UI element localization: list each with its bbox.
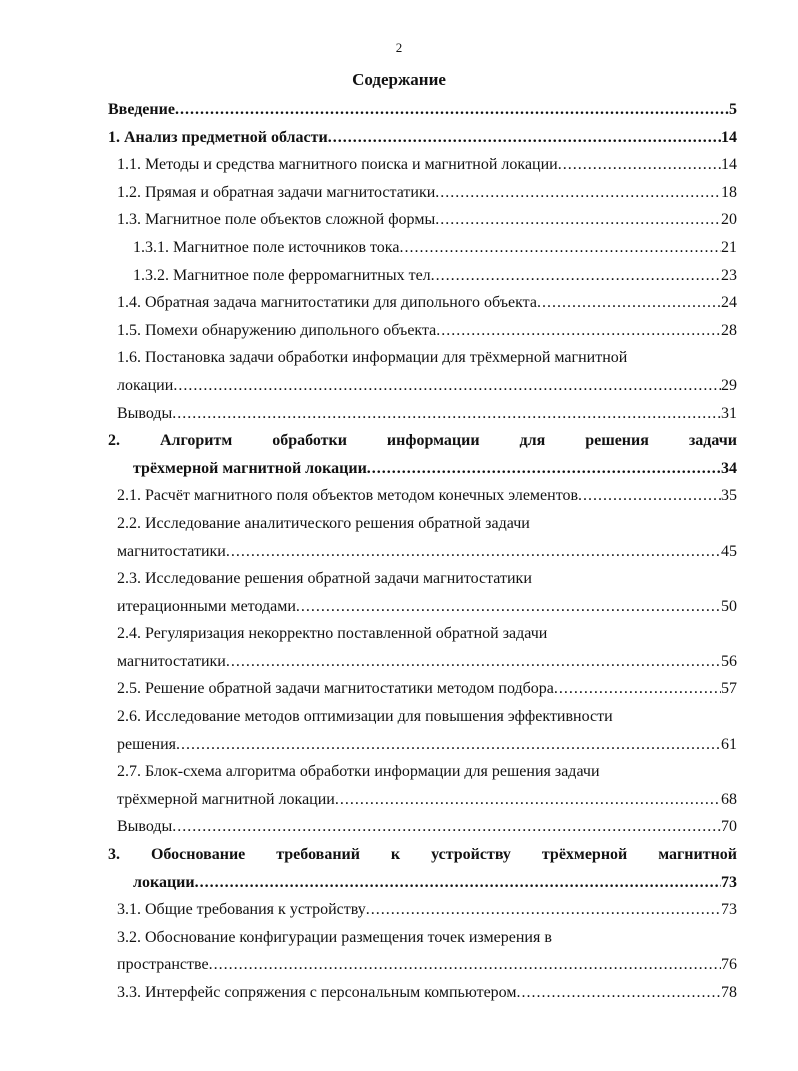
toc-entry-title: 2.7. Блок-схема алгоритма обработки информации для решения задачи — [117, 763, 600, 781]
toc-entry-title: магнитостатики — [117, 542, 226, 560]
toc-entry-title: 3.1. Общие требования к устройству — [117, 901, 366, 919]
toc-entry-title: 1.1. Методы и средства магнитного поиска и магнитной локации — [117, 156, 558, 174]
toc-entry-page: 34 — [721, 459, 737, 477]
dot-leader — [435, 206, 721, 234]
toc-entry[interactable] — [0, 924, 737, 952]
dot-leader — [537, 289, 721, 317]
toc-entry-page: 21 — [721, 238, 737, 256]
toc-entry-page: 35 — [721, 487, 737, 505]
toc-entry-page: 76 — [721, 956, 737, 974]
toc-entry-title: пространстве — [117, 956, 209, 974]
toc-entry-title: решения — [117, 735, 177, 753]
toc-entry[interactable] — [0, 372, 737, 400]
dot-leader — [328, 124, 721, 152]
toc-entry[interactable] — [0, 538, 737, 566]
toc-entry[interactable] — [0, 317, 737, 345]
toc-entry[interactable] — [0, 593, 737, 621]
toc-entry-page: 57 — [721, 680, 737, 698]
toc-entry[interactable] — [0, 703, 737, 731]
toc-entry[interactable] — [0, 151, 737, 179]
toc-entry-title: трёхмерной магнитной локации — [133, 459, 367, 477]
dot-leader — [516, 979, 721, 1007]
toc-entry[interactable] — [0, 96, 737, 124]
toc-entry[interactable] — [0, 786, 737, 814]
toc-entry-page: 73 — [721, 901, 737, 919]
toc-entry-page: 56 — [721, 652, 737, 670]
toc-entry[interactable] — [0, 427, 737, 455]
dot-leader — [558, 151, 721, 179]
toc-entry[interactable] — [0, 206, 737, 234]
toc-entry-title: 1.3.1. Магнитное поле источников тока — [133, 238, 400, 256]
toc-entry[interactable] — [0, 482, 737, 510]
toc-entry[interactable] — [0, 124, 737, 152]
toc-entry-title: 1.3.2. Магнитное поле ферромагнитных тел — [133, 266, 431, 284]
toc-entry[interactable] — [0, 758, 737, 786]
toc-entry[interactable] — [0, 675, 737, 703]
toc-entry[interactable] — [0, 648, 737, 676]
dot-leader — [175, 96, 729, 124]
toc-entry-title: Выводы — [117, 818, 173, 836]
dot-leader — [172, 813, 721, 841]
dot-leader — [578, 482, 721, 510]
dot-leader — [226, 538, 721, 566]
toc-entry-page: 78 — [721, 984, 737, 1001]
toc-entry[interactable] — [0, 896, 737, 924]
toc-entry-page: 68 — [721, 790, 737, 808]
dot-leader — [296, 593, 721, 621]
dot-leader — [435, 179, 721, 207]
toc-entry-page: 29 — [721, 376, 737, 394]
toc-entry[interactable] — [0, 234, 737, 262]
toc-entry[interactable] — [0, 262, 737, 290]
toc-entry-title: 1.6. Постановка задачи обработки информации для трёхмерной магнитной — [117, 349, 628, 367]
toc-entry-title: 2.1. Расчёт магнитного поля объектов методом конечных элементов — [117, 487, 579, 505]
toc-entry[interactable] — [0, 813, 737, 841]
dot-leader — [554, 675, 721, 703]
toc-entry-page: 28 — [721, 321, 737, 339]
dot-leader — [195, 869, 721, 897]
page-number: 2 — [395, 40, 403, 55]
toc-entry[interactable] — [0, 565, 737, 593]
toc-entry-title: 1.4. Обратная задача магнитостатики для дипольного объекта — [117, 294, 537, 312]
toc-entry-title: итерационными методами — [117, 597, 296, 615]
toc-entry-title: Выводы — [117, 404, 173, 422]
toc-entry-title: 1.5. Помехи обнаружению дипольного объекта — [117, 321, 437, 339]
toc-entry[interactable] — [0, 620, 737, 648]
toc-entry[interactable] — [0, 344, 737, 372]
toc-entry[interactable] — [0, 455, 737, 483]
toc-entry-title: 2.5. Решение обратной задачи магнитостатики методом подбора — [117, 680, 554, 698]
toc-entry-page: 14 — [721, 128, 737, 146]
toc-entry-page: 18 — [721, 183, 737, 201]
toc-entry-title: 1.3. Магнитное поле объектов сложной формы — [117, 211, 436, 229]
toc-entry[interactable] — [0, 289, 737, 317]
toc-entry-page: 45 — [721, 542, 737, 560]
toc-entry-title: 2.3. Исследование решения обратной задачи магнитостатики — [117, 570, 532, 588]
dot-leader — [226, 648, 721, 676]
toc-entry-title: трёхмерной магнитной локации — [117, 790, 335, 808]
toc-entry-title: 2.6. Исследование методов оптимизации для повышения эффективности — [117, 708, 613, 726]
dot-leader — [431, 262, 721, 290]
dot-leader — [209, 951, 721, 979]
dot-leader — [366, 896, 721, 924]
toc-entry-page: 5 — [729, 101, 737, 118]
toc-entry-title: 2.4. Регуляризация некорректно поставленной обратной задачи — [117, 625, 548, 643]
dot-leader — [399, 234, 721, 262]
toc-entry[interactable] — [0, 841, 737, 869]
toc-entry[interactable] — [0, 869, 737, 897]
toc-entry-page: 20 — [721, 211, 737, 229]
dot-leader — [335, 786, 721, 814]
dot-leader — [436, 317, 721, 345]
toc-entry-page: 50 — [721, 597, 737, 615]
table-of-contents — [0, 96, 798, 1007]
toc-entry-title: 3. Обоснование требований к устройству трёхмерной магнитной — [108, 846, 737, 864]
toc-entry[interactable] — [0, 510, 737, 538]
toc-entry-title: 1.2. Прямая и обратная задачи магнитостатики — [117, 183, 436, 201]
dot-leader — [176, 731, 721, 759]
toc-entry[interactable] — [0, 179, 737, 207]
toc-entry-page: 23 — [721, 266, 737, 284]
toc-entry-title: локации — [133, 873, 195, 891]
toc-entry[interactable] — [0, 731, 737, 759]
toc-entry-page: 61 — [721, 735, 737, 753]
toc-entry-page: 70 — [721, 818, 737, 836]
toc-entry-title: 3.2. Обоснование конфигурации размещения точек измерения в — [117, 928, 552, 946]
toc-entry-page: 14 — [721, 156, 737, 174]
dot-leader — [172, 400, 721, 428]
toc-entry-title: 3.3. Интерфейс сопряжения с персональным компьютером — [117, 984, 517, 1001]
toc-entry-title: 2.2. Исследование аналитического решения обратной задачи — [117, 514, 530, 532]
dot-leader — [367, 455, 721, 483]
toc-entry-page: 24 — [721, 294, 737, 312]
toc-entry-page: 31 — [721, 404, 737, 422]
toc-entry-page: 73 — [721, 873, 737, 891]
dot-leader — [173, 372, 721, 400]
toc-entry[interactable] — [0, 979, 737, 1007]
toc-entry-title: магнитостатики — [117, 652, 226, 670]
page-title: Содержание — [352, 70, 446, 89]
toc-entry[interactable] — [0, 951, 737, 979]
toc-entry-title: 1. Анализ предметной области — [108, 128, 328, 146]
toc-entry-title: 2. Алгоритм обработки информации для решения задачи — [108, 432, 737, 450]
toc-entry[interactable] — [0, 400, 737, 428]
toc-entry-title: Введение — [108, 101, 175, 118]
toc-entry-title: локации — [117, 376, 174, 394]
